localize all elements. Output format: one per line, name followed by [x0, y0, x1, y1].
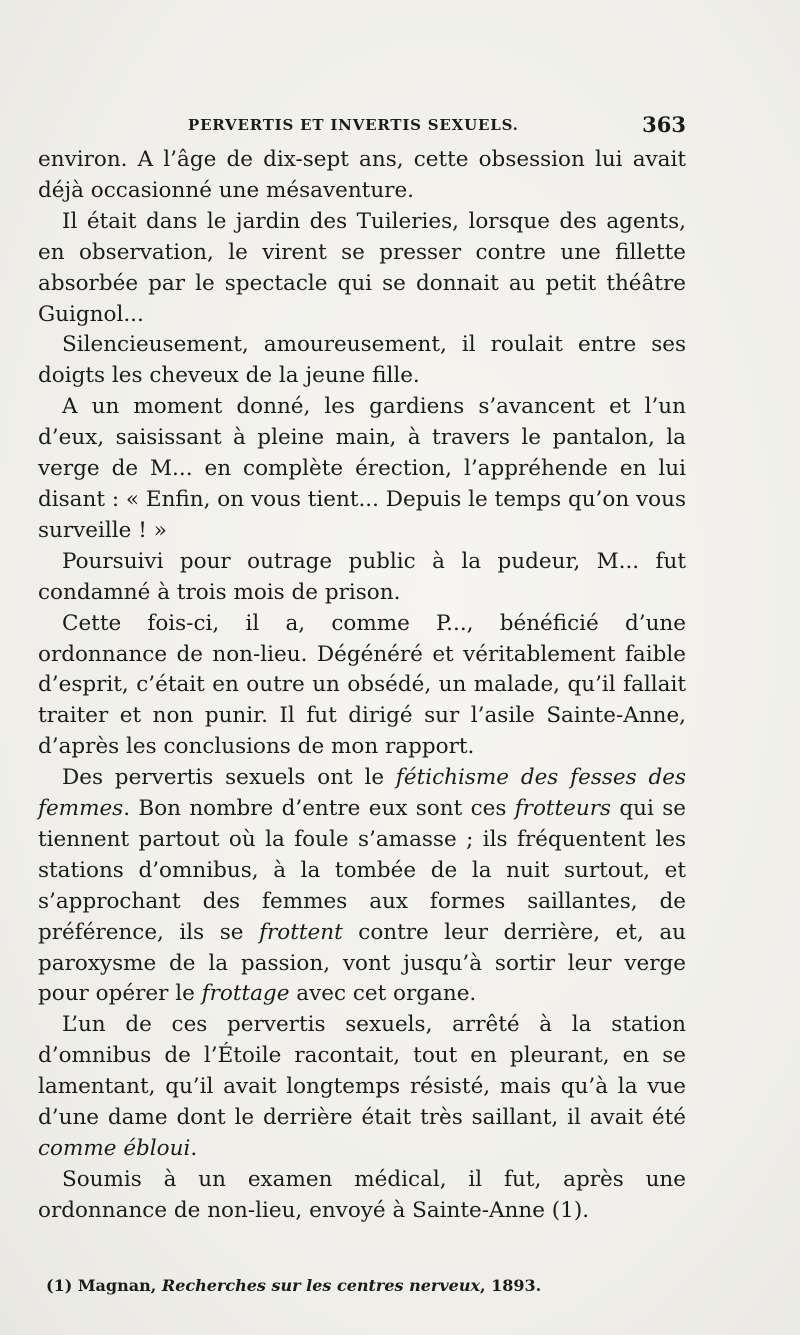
paragraph	[38, 1165, 686, 1227]
footnote-year: , 1893.	[479, 1276, 542, 1295]
footnote-title: Recherches sur les centres nerveux	[161, 1276, 480, 1295]
paragraph	[38, 207, 686, 331]
page-header	[38, 112, 686, 142]
text-run: Des pervertis sexuels ont le	[62, 765, 396, 791]
italic-text: frottent	[259, 919, 343, 945]
text-run: Soumis à un examen médical, il fut, après une ordonnance de non-lieu, envoyé à Sainte-Anne (1).	[38, 1166, 686, 1223]
footnote	[46, 1276, 686, 1295]
italic-text: frottage	[201, 981, 290, 1007]
text-run: Il était dans le jardin des Tuileries, lorsque des agents, en observation, le virent se presser contre une fillette absorbée par le spectacle qui se donnait au petit théâtre Guignol...	[38, 208, 686, 327]
paragraph	[38, 763, 686, 1010]
page-number: 363	[642, 112, 686, 137]
text-run: avec cet organe.	[289, 981, 477, 1007]
paragraph	[38, 145, 686, 207]
text-run: . Bon nombre d’entre eux sont ces	[123, 796, 515, 822]
text-run: environ. A l’âge de dix-sept ans, cette obsession lui avait déjà occasionné une mésaventure.	[38, 147, 686, 203]
text-run: qui se tiennent partout où la foule s’amasse ; ils fréquentent les stations d’omnibus, à la tombée de la nuit surtout, et s’approchant des femmes aux formes saillantes, de préférence, ils se	[38, 796, 686, 945]
running-title: PERVERTIS ET INVERTIS SEXUELS.	[188, 116, 519, 134]
text-run: .	[190, 1136, 198, 1161]
text-run: Cette fois-ci, il a, comme P..., bénéficié d’une ordonnance de non-lieu. Dégénéré et véritablement faible d’esprit, c’était en outre un obsédé, un malade, qu’il fallait traiter et non punir. Il fut dirigé sur l’asile Sainte-Anne, d’après les conclusions de mon rapport.	[38, 610, 686, 760]
text-run: L’un de ces pervertis sexuels, arrêté à la station d’omnibus de l’Étoile racontait, tout en pleurant, en se lamentant, qu’il avait longtemps résisté, mais qu’à la vue d’une dame dont le derrière était très saillant, il avait été	[38, 1012, 686, 1131]
text-run: A un moment donné, les gardiens s’avancent et l’un d’eux, saisissant à pleine main, à travers le pantalon, la verge de M... en complète érection, l’appréhende en lui disant : « Enfin, on vous tient... Depuis le temps qu’on vous surveille ! »	[38, 394, 686, 543]
paragraph	[38, 330, 686, 392]
italic-text: comme ébloui	[38, 1136, 191, 1161]
italic-text: frotteurs	[514, 796, 612, 822]
paragraph	[38, 392, 686, 547]
paragraph	[38, 609, 686, 764]
italic-text: fétichisme des fesses des femmes	[38, 765, 686, 822]
footnote-marker: (1) Magnan,	[46, 1276, 162, 1295]
body-text	[38, 145, 686, 1227]
text-run: contre leur derrière, et, au paroxysme de la passion, vont jusqu’à sortir leur verge pour opérer le	[38, 919, 686, 1007]
paragraph	[38, 1010, 686, 1165]
text-run: Silencieusement, amoureusement, il roulait entre ses doigts les cheveux de la jeune fille.	[38, 332, 686, 389]
paragraph	[38, 547, 686, 609]
text-run: Poursuivi pour outrage public à la pudeur, M... fut condamné à trois mois de prison.	[38, 548, 686, 605]
